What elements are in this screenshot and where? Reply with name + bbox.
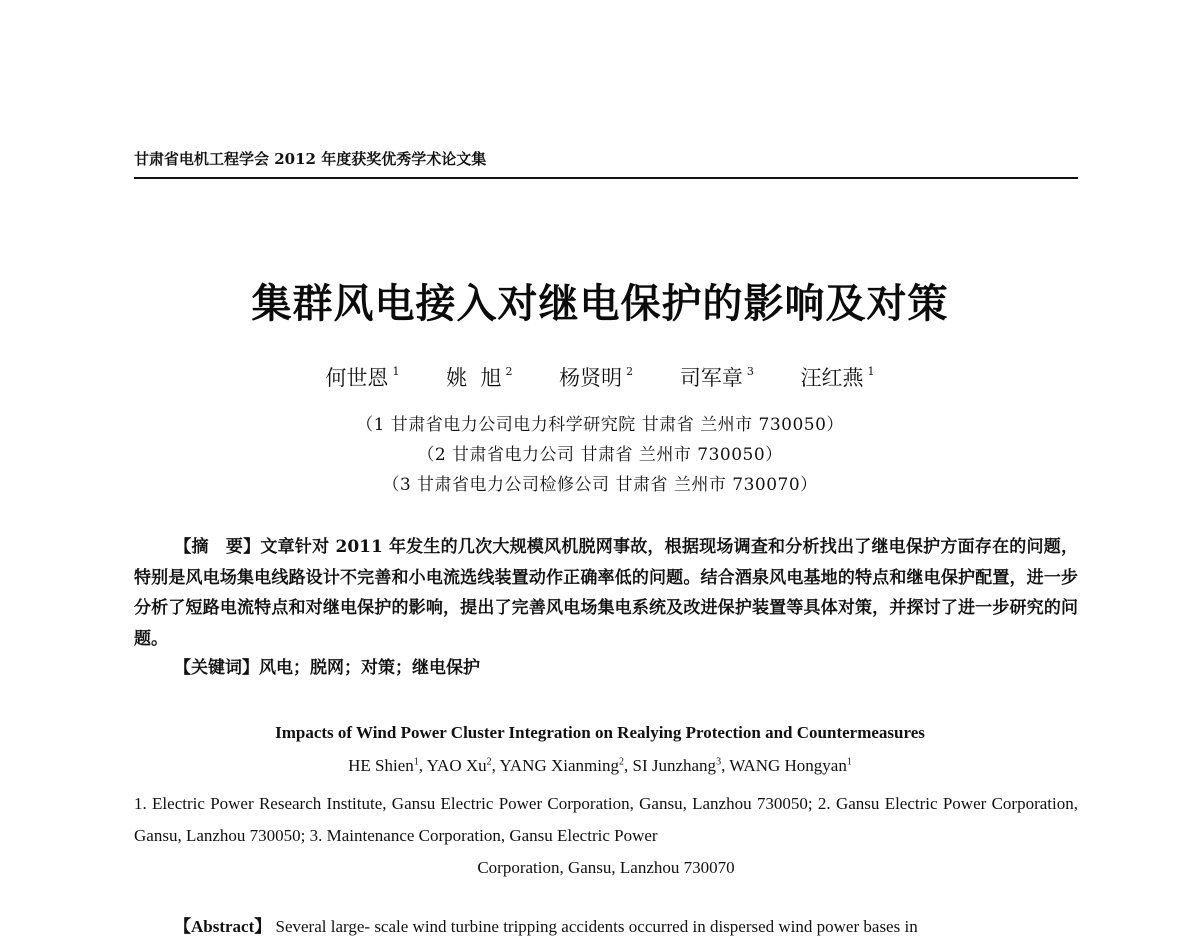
author-cn [801,362,875,392]
author-name: 汪红燕 [800,366,864,390]
author-cn [559,362,633,392]
abstract-label-cn: 【摘 要】 [174,537,261,557]
author-cn [446,362,512,392]
keywords-text-cn: 风电；脱网；对策；继电保护 [259,658,480,678]
author-name-en: YAO Xu [426,756,487,775]
abstract-text-en: Several large- scale wind turbine tripping accidents occurred in dispersed wind power bases in [275,917,918,936]
keywords-cn [174,653,480,678]
author-affil-sup: 2 [618,756,624,768]
author-affil-sup: 1 [392,365,400,378]
abstract-text-cn: 文章针对 2011 年发生的几次大规模风机脱网事故，根据现场调查和分析找出了继电保护方面存在的问题，特别是风电场集电线路设计不完善和小电流选线装置动作正确率低的问题。结合酒泉风电基地的特点和继电保护配置，进一步分析了短路电流特点和对继电保护的影响，提出了完善风电场集电系统及改进保护装置等具体对策，并探讨了进一步研究的问题。 [134,537,1079,649]
authors-cn [0,362,1200,392]
running-header: 甘肃省电机工程学会 2012 年度获奖优秀学术论文集 [134,150,487,168]
abstract-en [174,912,1078,937]
affiliation-cn-3: （3 甘肃省电力公司检修公司 甘肃省 兰州市 730070） [382,475,818,495]
author-cn [680,362,754,392]
author-name-en: HE Shien [348,756,414,775]
affiliation-cn-1: （1 甘肃省电力公司电力科学研究院 甘肃省 兰州市 730050） [356,415,844,435]
authors-en: HE Shien$^1$, YAO Xu$^2$, YANG Xianming$^2$, SI Junzhang$^3$, WANG Hongyan$^1$ [348,756,852,775]
affiliations-en [134,788,1078,884]
author-affil-sup: 2 [505,365,513,378]
author-name: 杨贤明 [559,366,623,390]
author-cn [325,362,399,392]
paper-title-en: Impacts of Wind Power Cluster Integration on Realying Protection and Countermeasures [275,723,925,742]
keywords-label-cn: 【关键词】 [174,658,259,678]
author-affil-sup: 3 [746,365,754,378]
author-name: 何世恩 [325,366,389,390]
paper-title-cn: 集群风电接入对继电保护的影响及对策 [251,280,949,327]
author-affil-sup: 2 [626,365,634,378]
author-name-en: YANG Xianming [499,756,619,775]
header-rule [134,177,1078,179]
affiliations-en-last: Corporation, Gansu, Lanzhou 730070 [477,858,735,877]
author-name: 姚 旭 [446,366,502,390]
author-affil-sup: 3 [716,756,722,768]
author-name-en: SI Junzhang [632,756,717,775]
affiliations-en-main: 1. Electric Power Research Institute, Gansu Electric Power Corporation, Gansu, Lanzhou 730050; 2. Gansu Electric Power Corporation, Gansu, Lanzhou 730050; 3. Maintenance Corporation, Gansu Electric Power [134,794,1078,845]
author-name: 司军章 [679,366,743,390]
abstract-label-en: 【Abstract】 [174,917,272,936]
author-affil-sup: 1 [867,365,875,378]
abstract-cn [134,532,1078,654]
author-affil-sup: 1 [413,756,419,768]
author-affil-sup: 1 [846,756,852,768]
author-affil-sup: 2 [486,756,492,768]
affiliation-cn-2: （2 甘肃省电力公司 甘肃省 兰州市 730050） [417,445,783,465]
author-name-en: WANG Hongyan [729,756,847,775]
